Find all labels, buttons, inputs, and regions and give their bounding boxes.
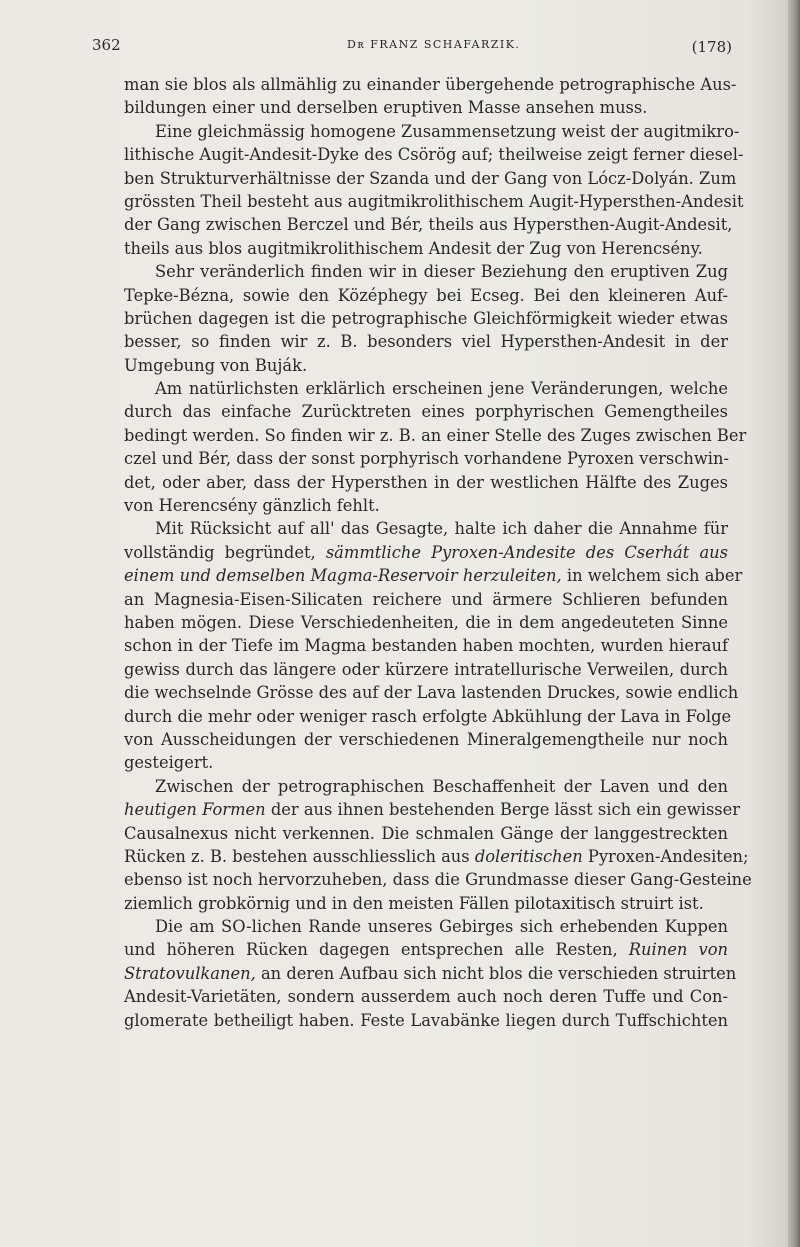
italic-phrase: Ruinen von xyxy=(628,940,728,960)
line-text: ziemlich grobkörnig und in den meisten Fällen pilotaxitisch struirt ist. xyxy=(124,893,704,913)
text-line xyxy=(124,73,737,96)
page-header xyxy=(92,36,732,66)
text-line xyxy=(124,751,728,774)
line-text: haben mögen. Diese Verschiedenheiten, die in dem angedeuteten Sinne xyxy=(124,612,728,632)
line-text: Mit Rücksicht auf all' das Gesagte, halte ich daher die Annahme für xyxy=(155,519,728,539)
text-line xyxy=(124,611,728,634)
italic-phrase: einem und demselben Magma-Reservoir herzuleiten, xyxy=(124,566,562,586)
text-line xyxy=(124,892,728,915)
text-line xyxy=(124,681,739,704)
line-text: theils aus blos augitmikrolithischem Andesit der Zug von Herencsény. xyxy=(124,238,703,258)
text-line xyxy=(124,96,728,119)
line-text: Eine gleichmässig homogene Zusammensetzung weist der augitmikro- xyxy=(155,121,740,141)
line-text: von Ausscheidungen der verschiedenen Mineralgemengtheile nur noch xyxy=(124,729,728,749)
line-text: Rücken z. B. bestehen ausschliesslich aus xyxy=(124,846,475,866)
line-text: an Magnesia-Eisen-Silicaten reichere und ärmere Schlieren befunden xyxy=(124,589,728,609)
line-text: ben Strukturverhältnisse der Szanda und der Gang von Lócz-Dolyán. Zum xyxy=(124,168,737,188)
line-text: Causalnexus nicht verkennen. Die schmalen Gänge der langgestreckten xyxy=(124,823,728,843)
line-text: ebenso ist noch hervorzuheben, dass die Grundmasse dieser Gang-Gesteine xyxy=(124,870,752,890)
text-line xyxy=(124,705,732,728)
line-text: Umgebung von Buják. xyxy=(124,355,308,375)
text-line xyxy=(124,798,741,821)
line-text: von Herencsény gänzlich fehlt. xyxy=(124,496,380,516)
line-text: brüchen dagegen ist die petrographische Gleichförmigkeit wieder etwas xyxy=(124,308,728,328)
line-text: gewiss durch das längere oder kürzere intratellurische Verweilen, durch xyxy=(124,659,728,679)
text-line xyxy=(124,564,743,587)
text-line xyxy=(124,775,728,798)
text-line xyxy=(124,447,728,470)
text-line xyxy=(124,985,728,1008)
text-line xyxy=(124,1009,728,1032)
text-line xyxy=(124,400,728,423)
line-text: Am natürlichsten erklärlich erscheinen jene Veränderungen, welche xyxy=(155,379,728,399)
text-line xyxy=(124,962,737,985)
text-line xyxy=(124,517,728,540)
line-text: Tepke-Bézna, sowie den Középhegy bei Ecseg. Bei den kleineren Auf- xyxy=(124,285,728,305)
text-line xyxy=(124,822,728,845)
text-line xyxy=(124,938,728,961)
italic-phrase: Stratovulkanen, xyxy=(124,963,256,983)
text-line xyxy=(124,354,728,377)
line-text: Pyroxen-Andesiten; xyxy=(582,846,749,866)
text-line xyxy=(124,260,728,283)
line-text: in welchem sich aber xyxy=(561,566,743,586)
line-text: an deren Aufbau sich nicht blos die verschieden struirten xyxy=(255,963,737,983)
line-text: czel und Bér, dass der sonst porphyrisch vorhandene Pyroxen verschwin- xyxy=(124,449,729,469)
line-text: Andesit-Varietäten, sondern ausserdem auch noch deren Tuffe und Con- xyxy=(124,987,728,1007)
line-text: gesteigert. xyxy=(124,753,214,773)
text-line xyxy=(124,213,733,236)
text-line xyxy=(124,237,728,260)
running-head: Dʀ FRANZ SCHAFARZIK. xyxy=(347,38,521,51)
text-line xyxy=(124,424,747,447)
text-line xyxy=(124,284,728,307)
text-line xyxy=(124,143,744,166)
line-text: durch das einfache Zurücktreten eines porphyrischen Gemengtheiles xyxy=(124,402,728,422)
text-line xyxy=(124,634,728,657)
text-line xyxy=(124,728,728,751)
text-line xyxy=(124,845,749,868)
text-line xyxy=(124,658,728,681)
section-number: (178) xyxy=(691,38,732,56)
line-text: und höheren Rücken dagegen entsprechen alle Resten, xyxy=(124,940,629,960)
line-text: Zwischen der petrographischen Beschaffenheit der Laven und den xyxy=(155,776,728,796)
line-text: die wechselnde Grösse des auf der Lava lastenden Druckes, sowie endlich xyxy=(124,683,739,703)
text-line xyxy=(124,494,728,517)
line-text: vollständig begründet, xyxy=(124,542,326,562)
text-line xyxy=(124,120,740,143)
line-text: bedingt werden. So finden wir z. B. an einer Stelle des Zuges zwischen Ber xyxy=(124,425,747,445)
line-text: der aus ihnen bestehenden Berge lässt sich ein gewisser xyxy=(265,800,741,820)
text-line xyxy=(124,307,728,330)
page-edge-shadow xyxy=(788,0,800,1247)
italic-phrase: doleritischen xyxy=(474,846,583,866)
text-line xyxy=(124,588,728,611)
italic-phrase: heutigen Formen xyxy=(124,800,266,820)
line-text: det, oder aber, dass der Hypersthen in der westlichen Hälfte des Zuges xyxy=(124,472,728,492)
line-text: durch die mehr oder weniger rasch erfolgte Abkühlung der Lava in Folge xyxy=(124,706,732,726)
text-line xyxy=(124,167,737,190)
text-line xyxy=(124,541,728,564)
text-line xyxy=(124,868,752,891)
line-text: man sie blos als allmählig zu einander übergehende petrographische Aus- xyxy=(124,75,737,94)
line-text: der Gang zwischen Berczel und Bér, theils aus Hypersthen-Augit-Andesit, xyxy=(124,215,733,235)
text-line xyxy=(124,190,744,213)
line-text: Die am SO-lichen Rande unseres Gebirges sich erhebenden Kuppen xyxy=(155,917,728,937)
text-line xyxy=(124,330,728,353)
line-text: glomerate betheiligt haben. Feste Lavabänke liegen durch Tuffschichten xyxy=(124,1010,728,1030)
line-text: bildungen einer und derselben eruptiven Masse ansehen muss. xyxy=(124,98,648,118)
line-text: grössten Theil besteht aus augitmikrolithischem Augit-Hypersthen-Andesit xyxy=(124,191,744,211)
text-line xyxy=(124,377,728,400)
italic-phrase: sämmtliche Pyroxen-Andesite des Cserhát aus xyxy=(325,542,728,562)
line-text: Sehr veränderlich finden wir in dieser Beziehung den eruptiven Zug xyxy=(155,262,728,282)
page-number: 362 xyxy=(92,36,121,54)
text-line xyxy=(124,915,728,938)
line-text: schon in der Tiefe im Magma bestanden haben mochten, wurden hierauf xyxy=(124,636,728,656)
line-text: besser, so finden wir z. B. besonders viel Hypersthen-Andesit in der xyxy=(124,332,728,352)
line-text: lithische Augit-Andesit-Dyke des Csörög auf; theilweise zeigt ferner diesel- xyxy=(124,145,744,165)
body-text xyxy=(124,73,752,1032)
text-line xyxy=(124,471,728,494)
